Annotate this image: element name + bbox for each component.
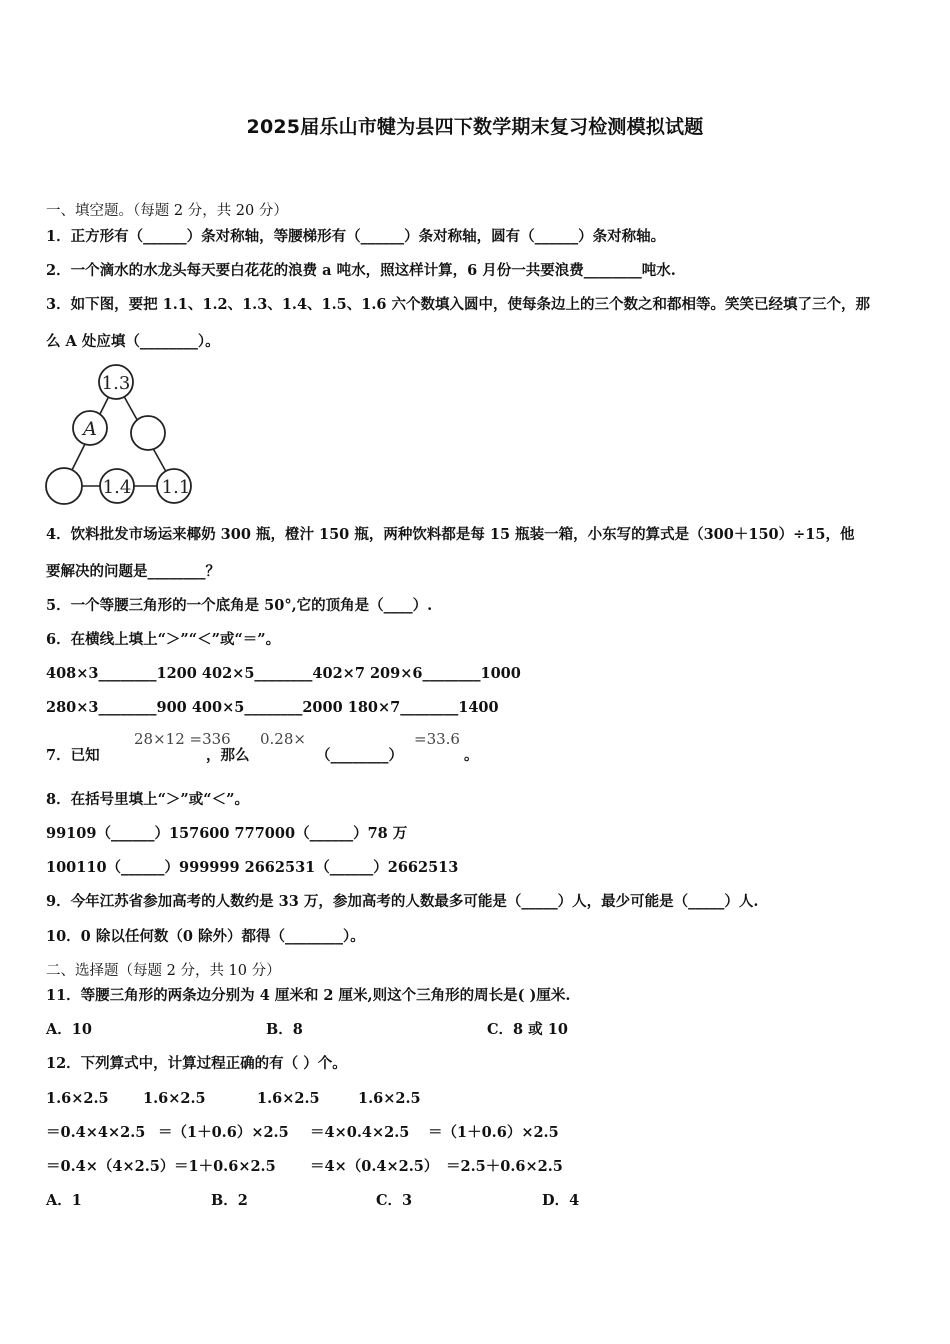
question-2: 2．一个滴水的水龙头每天要白花花的浪费 a 吨水，照这样计算，6 月份一共要浪费________吨水. (46, 262, 676, 279)
circle-right-middle (131, 416, 165, 450)
question-4-line-2: 要解决的问题是________？ (46, 563, 220, 580)
question-6: 6．在横线上填上“＞”“＜”或“＝”。 (46, 631, 281, 648)
question-12-expr-4-row-1: 1.6×2.5 (358, 1090, 421, 1107)
question-7-then: ，那么 (206, 747, 250, 764)
question-6-row-1: 408×3________1200 402×5________402×7 209×6________1000 (46, 665, 521, 682)
section-choice-heading: 二、选择题（每题 2 分，共 10 分） (46, 963, 281, 979)
question-6-row-2: 280×3________900 400×5________2000 180×7________1400 (46, 699, 499, 716)
circle-bottom-right-label: 1.1 (161, 477, 191, 498)
question-12-expr-2-row-2: ＝（1＋0.6）×2.5 (158, 1124, 289, 1141)
section-fill-blank-heading: 一、填空题。（每题 2 分，共 20 分） (46, 203, 288, 219)
question-12-expr-3-row-1: 1.6×2.5 (257, 1090, 320, 1107)
question-1: 1．正方形有（______）条对称轴，等腰梯形有（______）条对称轴，圆有（______）条对称轴。 (46, 228, 666, 245)
question-12-expr-3-row-3: ＝4×（0.4×2.5） (310, 1158, 439, 1175)
page-title: 2025届乐山市犍为县四下数学期末复习检测模拟试题 (246, 116, 704, 138)
question-12-option-b: B．2 (211, 1192, 248, 1209)
question-12-option-a: A．1 (46, 1192, 82, 1209)
question-12-expr-3-row-2: ＝4×0.4×2.5 (310, 1124, 410, 1141)
question-12-option-c: C．3 (376, 1192, 413, 1209)
question-12: 12．下列算式中，计算过程正确的有（ ）个。 (46, 1055, 347, 1072)
question-9: 9．今年江苏省参加高考的人数约是 33 万，参加高考的人数最多可能是（_____）人，最少可能是（_____）人. (46, 893, 759, 910)
question-12-expr-1-row-1: 1.6×2.5 (46, 1090, 109, 1107)
triangle-circle-figure (44, 362, 196, 506)
question-7-end: 。 (464, 747, 479, 764)
question-3-line-2: 么 A 处应填（________）。 (46, 333, 220, 350)
question-7-formula-given: 28×12 =336 (134, 730, 231, 748)
question-8: 8．在括号里填上“＞”或“＜”。 (46, 791, 249, 808)
question-5: 5．一个等腰三角形的一个底角是 50°,它的顶角是（____）. (46, 597, 433, 614)
question-12-expr-2-row-3: ＝1＋0.6×2.5 (174, 1158, 276, 1175)
question-12-expr-4-row-2: ＝（1＋0.6）×2.5 (428, 1124, 559, 1141)
question-12-expr-2-row-1: 1.6×2.5 (143, 1090, 206, 1107)
question-12-expr-1-row-2: ＝0.4×4×2.5 (46, 1124, 146, 1141)
question-3-line-1: 3．如下图，要把 1.1、1.2、1.3、1.4、1.5、1.6 六个数填入圆中，使每条边上的三个数之和都相等。笑笑已经填了三个，那 (46, 296, 871, 313)
question-8-row-1: 99109（______）157600 777000（______）78 万 (46, 825, 408, 842)
question-11: 11．等腰三角形的两条边分别为 4 厘米和 2 厘米,则这个三角形的周长是( )厘米. (46, 987, 571, 1004)
question-7-label: 7．已知 (46, 747, 100, 764)
question-7-formula-left: 0.28× (260, 730, 306, 748)
circle-a-label: A (83, 418, 97, 440)
question-12-option-d: D．4 (542, 1192, 580, 1209)
question-8-row-2: 100110（______）999999 2662531（______）2662513 (46, 859, 459, 876)
circle-bottom-middle-label: 1.4 (102, 477, 132, 498)
question-12-expr-4-row-3: ＝2.5＋0.6×2.5 (446, 1158, 563, 1175)
circle-top-label: 1.3 (101, 373, 131, 394)
question-11-option-b: B．8 (266, 1021, 303, 1038)
question-10: 10．0 除以任何数（0 除外）都得（________）。 (46, 928, 365, 945)
question-11-option-c: C．8 或 10 (487, 1021, 568, 1038)
question-12-expr-1-row-3: ＝0.4×（4×2.5） (46, 1158, 175, 1175)
question-7 (46, 730, 646, 770)
circle-bottom-left (46, 468, 82, 504)
question-11-option-a: A．10 (46, 1021, 92, 1038)
question-4-line-1: 4．饮料批发市场运来椰奶 300 瓶，橙汁 150 瓶，两种饮料都是每 15 瓶装一箱，小东写的算式是（300＋150）÷15，他 (46, 526, 855, 543)
question-7-blank: （________） (316, 747, 403, 764)
question-7-formula-result: =33.6 (414, 730, 460, 748)
